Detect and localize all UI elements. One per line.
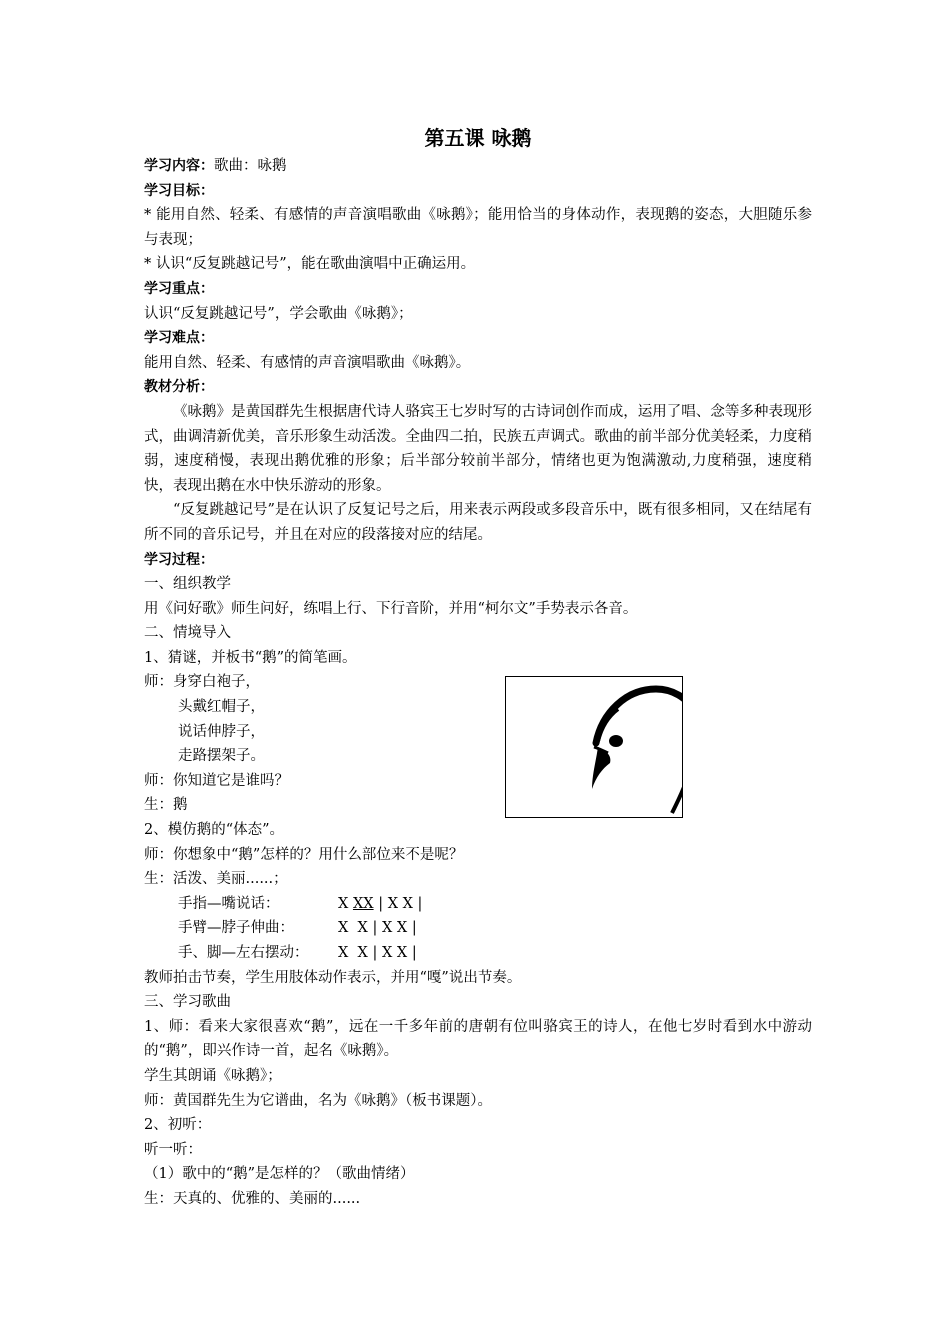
section-2-step-1: 1、猜谜，并板书“鹅”的简笔画。 bbox=[144, 649, 357, 666]
analysis-label: 教材分析： bbox=[144, 379, 214, 396]
rhythm-label: 手指—嘴说话： bbox=[178, 895, 280, 912]
section-2-step-2: 2、模仿鹅的“体态”。 bbox=[144, 822, 285, 839]
question-1: 师：你知道它是谁吗？ bbox=[144, 772, 289, 789]
section-2-heading: 二、情境导入 bbox=[144, 625, 231, 642]
key-points-label: 学习重点： bbox=[144, 280, 214, 297]
answer-3: 生：天真的、优雅的、美丽的...... bbox=[144, 1190, 361, 1207]
rhythm-beat: X bbox=[338, 920, 349, 937]
question-2: 师：你想象中“鹅”怎样的？用什么部位来不是呢？ bbox=[144, 846, 464, 863]
rhythm-label: 手、脚—左右摆动： bbox=[178, 945, 309, 961]
rhythm-bar: | X X | bbox=[378, 895, 423, 912]
section-1-text: 用《问好歌》师生问好，练唱上行、下行音阶，并用“柯尔文”手势表示各音。 bbox=[144, 600, 638, 617]
riddle-line-1: 师：身穿白袍子， bbox=[144, 674, 260, 691]
rhythm-row bbox=[144, 941, 812, 966]
clap-instruction: 教师拍击节奏，学生用肢体动作表示，并用“嘎”说出节奏。 bbox=[144, 969, 522, 986]
difficulties-text: 能用自然、轻柔、有感情的声音演唱歌曲《咏鹅》。 bbox=[144, 354, 471, 371]
riddle-line-3: 说话伸脖子， bbox=[178, 723, 265, 740]
difficulties-label: 学习难点： bbox=[144, 330, 214, 347]
goose-sketch-image bbox=[505, 676, 683, 818]
question-3: （1）歌中的“鹅”是怎样的？（歌曲情绪） bbox=[144, 1166, 415, 1183]
section-1-heading: 一、组织教学 bbox=[144, 576, 231, 593]
rhythm-label: 手臂—脖子伸曲： bbox=[178, 920, 294, 937]
rhythm-beat: X bbox=[357, 945, 368, 961]
process-label: 学习过程： bbox=[144, 551, 214, 568]
analysis-paragraph-1: 《咏鹅》是黄国群先生根据唐代诗人骆宾王七岁时写的古诗词创作而成，运用了唱、念等多种表现形式，曲调清新优美，音乐形象生动活泼。全曲四二拍，民族五声调式。歌曲的前半部分优美轻柔，力度稍弱，速度稍慢，表现出鹅优雅的形象；后半部分较前半部分，情绪也更为饱满激动,力度稍强，速度稍快，表现出鹅在水中快乐游动的形象。 bbox=[144, 403, 812, 494]
key-points-text: 认识“反复跳越记号”，学会歌曲《咏鹅》； bbox=[144, 305, 413, 322]
rhythm-bar: | X X | bbox=[372, 920, 417, 937]
rhythm-bar: | X X | bbox=[372, 945, 417, 961]
composer-line: 师：黄国群先生为它谱曲，名为《咏鹅》（板书课题）。 bbox=[144, 1092, 492, 1109]
answer-2: 生：活泼、美丽......； bbox=[144, 871, 288, 888]
goal-item-2: * 认识“反复跳越记号”，能在歌曲演唱中正确运用。 bbox=[144, 256, 476, 273]
goal-item-1: * 能用自然、轻柔、有感情的声音演唱歌曲《咏鹅》；能用恰当的身体动作，表现鹅的姿态，大胆随乐参与表现； bbox=[144, 207, 812, 248]
analysis-paragraph-2: “反复跳越记号”是在认识了反复记号之后，用来表示两段或多段音乐中，既有很多相同，又在结尾有所不同的音乐记号，并且在对应的段落接对应的结尾。 bbox=[144, 502, 812, 543]
content-label: 学习内容： bbox=[144, 158, 214, 174]
section-3-step-2: 2、初听： bbox=[144, 1117, 212, 1134]
riddle-line-2: 头戴红帽子， bbox=[178, 699, 265, 716]
riddle-line-4: 走路摆架子。 bbox=[178, 748, 265, 765]
rhythm-row bbox=[144, 892, 812, 917]
content-line bbox=[144, 154, 812, 179]
rhythm-beat: X bbox=[338, 895, 349, 912]
section-3-heading: 三、学习歌曲 bbox=[144, 994, 231, 1011]
lesson-title: 第五课 咏鹅 bbox=[424, 126, 532, 150]
rhythm-beat: X bbox=[357, 920, 368, 937]
goals-label: 学习目标： bbox=[144, 182, 214, 199]
rhythm-beat-underlined: XX bbox=[352, 895, 374, 912]
section-3-step-1: 1、师：看来大家很喜欢“鹅”，远在一千多年前的唐朝有位叫骆宾王的诗人，在他七岁时看到水中游动的“鹅”，即兴作诗一首，起名《咏鹅》。 bbox=[144, 1018, 812, 1060]
rhythm-row bbox=[144, 916, 812, 941]
document-page bbox=[144, 122, 812, 1212]
listen-line: 听一听： bbox=[144, 1141, 202, 1158]
goose-head-icon bbox=[506, 677, 682, 817]
recite-line: 学生其朗诵《咏鹅》； bbox=[144, 1067, 282, 1084]
content-value: 歌曲：咏鹅 bbox=[214, 158, 287, 174]
answer-1: 生：鹅 bbox=[144, 797, 188, 814]
rhythm-beat: X bbox=[338, 945, 349, 961]
